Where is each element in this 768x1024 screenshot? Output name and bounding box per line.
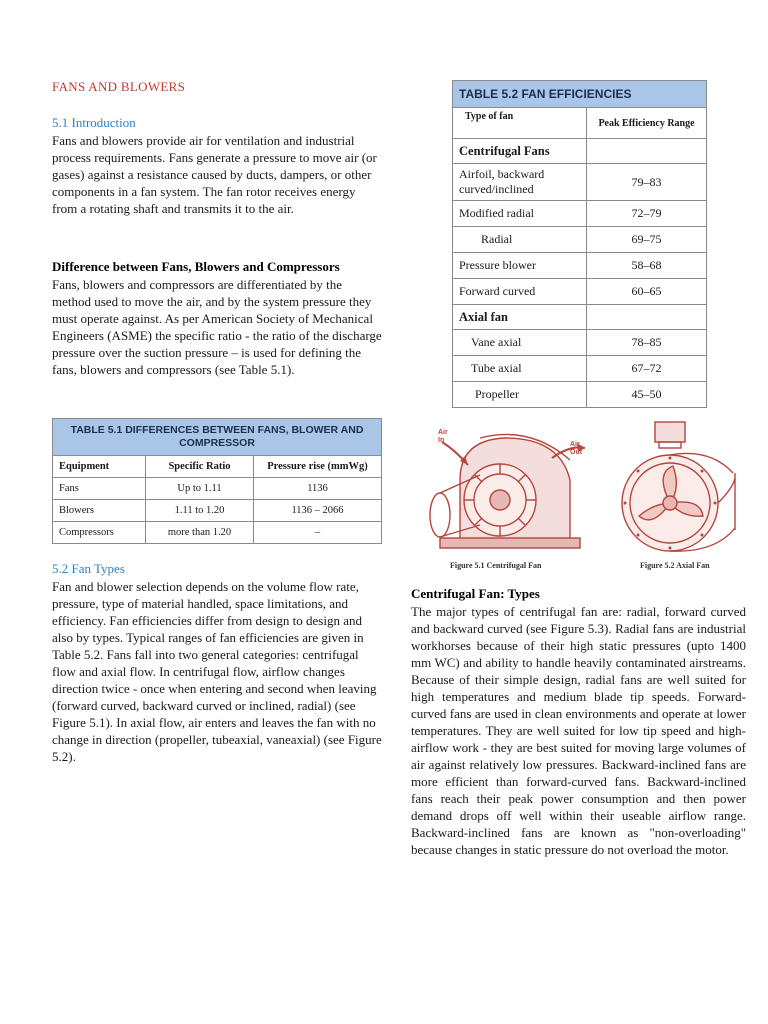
table-cell: – [254,522,382,544]
table-5-1 [52,418,382,544]
table-cell: more than 1.20 [146,522,254,544]
table-row [453,279,707,305]
difference-paragraph: Fans, blowers and compressors are differentiated by the method used to move the air, and by the system pressure they must operate against. As per American Society of Mechanical Engineers (ASME) the specific ratio - the ratio of the discharge pressure over the suction pressure – is used for defining the fans, blowers and compressors (see Table 5.1). [52,277,382,377]
table-cell: 1.11 to 1.20 [146,500,254,522]
figure-5-2-caption: Figure 5.2 Axial Fan [640,561,710,570]
table-cell: 1136 – 2066 [254,500,382,522]
table-row [53,478,382,500]
table-cell: Compressors [53,522,146,544]
table-row [453,201,707,227]
axial-fan-illustration [615,418,745,558]
table-cell: Up to 1.11 [146,478,254,500]
table-row [453,382,707,408]
centrifugal-fan-illustration [420,420,590,555]
table-cell: Vane axial [453,330,587,356]
table-cell: 72–79 [587,201,707,227]
section-title-introduction: 5.1 Introduction [52,115,136,130]
table-cell: Modified radial [453,201,587,227]
centrifugal-types-paragraph: The major types of centrifugal fan are: radial, forward curved and backward curved (see Figure 5.3). Radial fans are industrial workhorses because of their high static pressures (upto 1400 mm WC) and ability to handle heavily contaminated airstreams. Because of their simple design, radial fans are well suited for high temperatures and medium blade tip speeds. Forward-curved fans are used in clean environments and operate at lower temperatures. They are well suited for low tip speed and high-airflow work - they are best suited for moving large volumes of air against relatively low pressures. Backward-inclined fans are more efficient than forward-curved fans. Backward-inclined fans reach their peak power consumption and then power demand drops off well within their useable airflow range. Backward-inclined fans are known as "non-overloading" because changes in static pressure do not overload the motor. [411,604,746,857]
centrifugal-types-heading: Centrifugal Fan: Types [411,586,540,601]
table-cell: 79–83 [587,164,707,201]
table-5-1-header: Specific Ratio [146,456,254,478]
page-title: FANS AND BLOWERS [52,79,186,94]
table-cell: 69–75 [587,227,707,253]
table-cell: Forward curved [453,279,587,305]
table-5-1-header: Pressure rise (mmWg) [254,456,382,478]
air-out-label: Air Out [570,441,583,456]
table-row [453,164,707,201]
table-row [453,330,707,356]
table-cell: Fans [53,478,146,500]
table-row [453,227,707,253]
table-cell: 58–68 [587,253,707,279]
table-cell: 78–85 [587,330,707,356]
table-cell: 1136 [254,478,382,500]
table-5-1-caption: TABLE 5.1 DIFFERENCES BETWEEN FANS, BLOWER AND COMPRESSOR [53,419,382,456]
table-row [453,356,707,382]
table-row [53,522,382,544]
figure-5-1-caption: Figure 5.1 Centrifugal Fan [450,561,542,570]
table-cell: Blowers [53,500,146,522]
table-5-2-header: Peak Efficiency Range [587,108,707,139]
table-5-2-caption: TABLE 5.2 FAN EFFICIENCIES [453,81,707,108]
table-5-2 [452,80,707,408]
table-cell: 60–65 [587,279,707,305]
air-in-label: Air In [438,429,448,444]
table-cell: 67–72 [587,356,707,382]
fan-types-paragraph: Fan and blower selection depends on the volume flow rate, pressure, type of material handled, space limitations, and efficiency. Fan efficiencies differ from design to design and also by types. Typical ranges of fan efficiencies are given in Table 5.2. Fans fall into two general categories: centrifugal flow and axial flow. In centrifugal flow, airflow changes direction twice - once when entering and second when leaving (forward curved, backward curved or inclined, radial) (see Figure 5.1). In axial flow, air enters and leaves the fan with no change in direction (propeller, tubeaxial, vaneaxial) (see Figure 5.2). [52,579,382,764]
table-cell: Radial [453,227,587,253]
introduction-paragraph: Fans and blowers provide air for ventilation and industrial process requirements. Fans generate a pressure to move air (or gases) against a resistance caused by ducts, dampers, or other components in a fan system. The fan rotor receives energy from a rotating shaft and transmits it to the air. [52,133,377,216]
table-cell: Airfoil, backward curved/inclined [453,164,587,201]
table-section-centrifugal: Centrifugal Fans [453,139,587,164]
table-section-axial: Axial fan [453,305,587,330]
table-row [453,253,707,279]
section-title-fan-types: 5.2 Fan Types [52,561,125,576]
table-row [53,500,382,522]
table-cell: 45–50 [587,382,707,408]
difference-heading: Difference between Fans, Blowers and Compressors [52,259,340,274]
table-cell: Propeller [453,382,587,408]
table-5-1-header: Equipment [53,456,146,478]
table-5-2-header: Type of fan [453,108,587,139]
table-cell: Pressure blower [453,253,587,279]
table-cell: Tube axial [453,356,587,382]
